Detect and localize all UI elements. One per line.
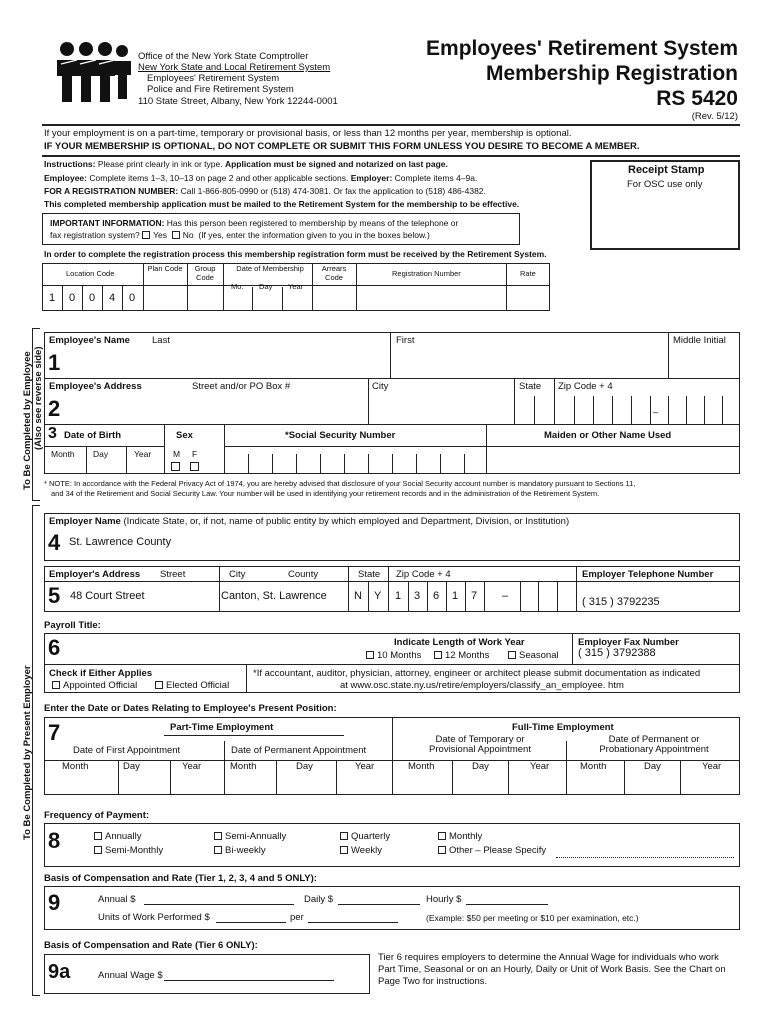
- state-char[interactable]: N: [354, 590, 362, 602]
- zip-char[interactable]: 7: [471, 590, 478, 602]
- form-number: RS 5420: [656, 87, 738, 110]
- employer-street-label: Street: [160, 569, 186, 580]
- item-number: 7: [48, 720, 61, 745]
- day-header: Day: [644, 761, 661, 772]
- last-name-label: Last: [152, 335, 170, 346]
- male-checkbox[interactable]: [171, 462, 180, 471]
- basis6-label: Basis of Compensation and Rate (Tier 6 ONLY):: [44, 940, 258, 951]
- twelve-months-option[interactable]: 12 Months: [434, 651, 489, 661]
- semi-annually-option[interactable]: Semi-Annually: [214, 832, 286, 842]
- item-number: 6: [48, 635, 61, 660]
- employer-zip-label: Zip Code + 4: [396, 569, 451, 580]
- bi-weekly-checkbox[interactable]: [214, 846, 222, 854]
- month-header: Month: [230, 761, 257, 772]
- location-digit[interactable]: 4: [109, 292, 116, 304]
- bi-weekly-option[interactable]: Bi-weekly: [214, 846, 266, 856]
- elected-checkbox[interactable]: [155, 681, 163, 689]
- month-label: Month: [51, 449, 75, 459]
- employee-name-label: Employee's Name: [49, 335, 130, 346]
- receipt-stamp-sub: For OSC use only: [627, 179, 703, 190]
- ten-months-option[interactable]: 10 Months: [366, 651, 421, 661]
- zip-label: Zip Code + 4: [558, 381, 613, 392]
- employer-phone-value[interactable]: ( 315 ) 3792235: [582, 596, 660, 608]
- intro-warning: IF YOUR MEMBERSHIP IS OPTIONAL, DO NOT COMPLETE OR SUBMIT THIS FORM UNLESS YOU DESIRE TO BECOME A MEMBER.: [44, 141, 640, 152]
- per-label: per: [290, 912, 304, 923]
- arrears-code-header: Arrears Code: [321, 264, 347, 282]
- important-info: IMPORTANT INFORMATION: Has this person been registered to membership by means of the telephone or: [50, 218, 459, 228]
- employer-phone-label: Employer Telephone Number: [582, 569, 714, 580]
- retirement-system-logo: [55, 40, 133, 106]
- yes-checkbox[interactable]: [142, 231, 150, 239]
- plan-code-header: Plan Code: [147, 264, 183, 273]
- other-option[interactable]: Other – Please Specify: [438, 846, 546, 856]
- employer-city-label: City: [229, 569, 246, 580]
- year-header: Year: [288, 282, 304, 291]
- quarterly-checkbox[interactable]: [340, 832, 348, 840]
- basis6-box: [44, 954, 370, 994]
- employer-fax-value[interactable]: ( 315 ) 3792388: [578, 647, 656, 659]
- day-header: Day: [472, 761, 489, 772]
- intro-text: If your employment is on a part-time, temporary or provisional basis, or less than 12 months per year, membership is optional.: [44, 128, 572, 139]
- month-header: Month: [62, 761, 89, 772]
- appointed-option[interactable]: Appointed Official: [52, 681, 137, 691]
- zip-dash: –: [653, 407, 659, 418]
- appointed-checkbox[interactable]: [52, 681, 60, 689]
- work-year-label: Indicate Length of Work Year: [394, 637, 525, 648]
- important-info-question: fax registration system? Yes No (If yes, enter the information given to you in the boxes below.): [50, 230, 430, 240]
- accountant-note: *If accountant, auditor, physician, attorney, engineer or architect please submit documentation as indicated: [253, 668, 701, 679]
- registration-number-header: Registration Number: [392, 269, 461, 278]
- quarterly-option[interactable]: Quarterly: [340, 832, 390, 842]
- day-header: Day: [123, 761, 140, 772]
- location-code-header: Location Code: [66, 269, 115, 278]
- temp-appt-label: Date of Temporary or Provisional Appointment: [429, 734, 531, 755]
- annual-label: Annual $: [98, 894, 136, 905]
- year-label: Year: [134, 449, 152, 459]
- employee-address-label: Employee's Address: [49, 381, 142, 392]
- employer-name-value[interactable]: St. Lawrence County: [69, 536, 172, 548]
- revision: (Rev. 5/12): [691, 111, 738, 122]
- employer-state-label: State: [358, 569, 381, 580]
- agency-line: Police and Fire Retirement System: [147, 84, 294, 95]
- first-appt-label: Date of First Appointment: [73, 745, 181, 756]
- part-time-label: Part-Time Employment: [170, 722, 274, 733]
- accountant-note: at www.osc.state.ny.us/retire/employers/classify_an_employee. htm: [340, 680, 624, 691]
- zip-char[interactable]: 1: [452, 590, 459, 602]
- zip-dash: –: [502, 590, 509, 602]
- ten-months-checkbox[interactable]: [366, 651, 374, 659]
- middle-initial-label: Middle Initial: [673, 335, 726, 346]
- group-code-header: Group Code: [194, 264, 216, 282]
- street-label: Street and/or PO Box #: [192, 381, 291, 392]
- tier6-note: Page Two for instructions.: [378, 976, 488, 987]
- tier6-note: Part Time, Seasonal or on an Hourly, Daily or Unit of Work Basis. See the Chart on: [378, 964, 726, 975]
- item-number: 8: [48, 828, 61, 853]
- semi-monthly-option[interactable]: Semi-Monthly: [94, 846, 163, 856]
- agency-line: New York State and Local Retirement System: [138, 62, 331, 73]
- basis-box: [44, 886, 740, 930]
- registration-instructions: FOR A REGISTRATION NUMBER: Call 1-866-805-0990 or (518) 474-3081. Or fax the application to (518) 486-4382.: [44, 186, 486, 196]
- employer-side-label: To Be Completed by Present Employer: [22, 665, 33, 840]
- dob-label: Date of Birth: [64, 430, 121, 441]
- location-digit[interactable]: 0: [89, 292, 96, 304]
- zip-char[interactable]: 6: [433, 590, 440, 602]
- ssn-label: *Social Security Number: [285, 430, 396, 441]
- maiden-name-label: Maiden or Other Name Used: [544, 430, 672, 441]
- location-digit[interactable]: 0: [69, 292, 76, 304]
- item-number: 5: [48, 583, 61, 608]
- mail-instructions: This completed membership application must be mailed to the Retirement System for the membership to be effective.: [44, 199, 520, 209]
- other-checkbox[interactable]: [438, 846, 446, 854]
- semi-annually-checkbox[interactable]: [214, 832, 222, 840]
- female-label: F: [192, 449, 198, 459]
- agency-line: 110 State Street, Albany, New York 12244-0001: [138, 96, 338, 107]
- item-number: 1: [48, 350, 61, 375]
- month-header: Month: [580, 761, 607, 772]
- units-label: Units of Work Performed $: [98, 912, 210, 923]
- hourly-label: Hourly $: [426, 894, 462, 905]
- agency-line: Office of the New York State Comptroller: [138, 51, 309, 62]
- employer-city-value[interactable]: Canton, St. Lawrence: [221, 590, 327, 602]
- monthly-checkbox[interactable]: [438, 832, 446, 840]
- year-header: Year: [182, 761, 202, 772]
- seasonal-option[interactable]: Seasonal: [508, 651, 559, 661]
- month-header: Month: [408, 761, 435, 772]
- full-time-label: Full-Time Employment: [512, 722, 614, 733]
- employer-address-label: Employer's Address: [49, 569, 141, 580]
- city-label: City: [372, 381, 389, 392]
- basis-label: Basis of Compensation and Rate (Tier 1, 2, 3, 4 and 5 ONLY):: [44, 873, 317, 884]
- annual-wage-label: Annual Wage $: [98, 970, 163, 981]
- privacy-note: * NOTE: In accordance with the Federal Privacy Act of 1974, you are hereby advised that disclosure of your Social Security account number is mandatory pursuant to Sections 11,: [44, 479, 636, 488]
- elected-option[interactable]: Elected Official: [155, 681, 229, 691]
- sex-label: Sex: [176, 430, 193, 441]
- day-header: Day: [259, 282, 273, 291]
- female-checkbox[interactable]: [190, 462, 199, 471]
- location-digit[interactable]: 0: [129, 292, 136, 304]
- order-text: In order to complete the registration process this membership registration form must be received by the Retirement System.: [44, 249, 547, 259]
- agency-line: Employees' Retirement System: [147, 73, 280, 84]
- perm-appt-label: Date of Permanent Appointment: [231, 745, 367, 756]
- payroll-title-label: Payroll Title:: [44, 620, 101, 631]
- check-applies-label: Check if Either Applies: [49, 668, 153, 679]
- employer-street-value[interactable]: 48 Court Street: [70, 590, 145, 602]
- prob-appt-label: Date of Permanent or Probationary Appointment: [599, 734, 709, 755]
- employee-side-sublabel: (Also see reverse side): [33, 346, 44, 450]
- item-number: 9a: [48, 961, 71, 983]
- employee-side-label: To Be Completed by Employee: [22, 351, 33, 490]
- daily-label: Daily $: [304, 894, 334, 905]
- annually-option[interactable]: Annually: [94, 832, 141, 842]
- form-title: Membership Registration: [485, 62, 738, 85]
- state-char[interactable]: Y: [374, 590, 382, 602]
- seasonal-checkbox[interactable]: [508, 651, 516, 659]
- employee-instructions: Employee: Complete items 1–3, 10–13 on page 2 and other applicable sections. Employer: Complete items 4–9a.: [44, 173, 478, 183]
- employer-fax-label: Employer Fax Number: [578, 637, 679, 648]
- item-number: 3: [48, 425, 57, 442]
- weekly-checkbox[interactable]: [340, 846, 348, 854]
- state-label: State: [519, 381, 542, 392]
- weekly-option[interactable]: Weekly: [340, 846, 382, 856]
- example-text: (Example: $50 per meeting or $10 per examination, etc.): [426, 913, 639, 923]
- year-header: Year: [530, 761, 550, 772]
- mo-header: Mo.: [231, 282, 244, 291]
- no-checkbox[interactable]: [172, 231, 180, 239]
- item-number: 4: [48, 530, 61, 555]
- male-label: M: [173, 449, 181, 459]
- instructions: Instructions: Please print clearly in ink or type. Application must be signed and notarized on last page.: [44, 159, 448, 169]
- form-title: Employees' Retirement System: [426, 37, 738, 60]
- day-label: Day: [93, 449, 109, 459]
- rate-header: Rate: [520, 269, 536, 278]
- item-number: 2: [48, 396, 61, 421]
- year-header: Year: [355, 761, 375, 772]
- year-header: Year: [702, 761, 722, 772]
- day-header: Day: [296, 761, 313, 772]
- twelve-months-checkbox[interactable]: [434, 651, 442, 659]
- zip-char[interactable]: 1: [395, 590, 402, 602]
- date-membership-header: Date of Membership: [236, 264, 304, 273]
- tier6-note: Tier 6 requires employers to determine the Annual Wage for individuals who work: [378, 952, 719, 963]
- privacy-note: and 34 of the Retirement and Social Security Law. Your number will be used in identifying your retirement records and in the administration of the Retirement System.: [51, 489, 600, 498]
- frequency-label: Frequency of Payment:: [44, 810, 150, 821]
- zip-char[interactable]: 3: [414, 590, 421, 602]
- employer-county-label: County: [288, 569, 319, 580]
- monthly-option[interactable]: Monthly: [438, 832, 482, 842]
- item-number: 9: [48, 890, 61, 915]
- dates-label: Enter the Date or Dates Relating to Employee's Present Position:: [44, 703, 337, 714]
- first-name-label: First: [396, 335, 415, 346]
- location-digit[interactable]: 1: [49, 292, 56, 304]
- semi-monthly-checkbox[interactable]: [94, 846, 102, 854]
- employer-name-label: Employer Name (Indicate State, or, if not, name of public entity by which employed and Department, Division, or Institution): [49, 516, 570, 527]
- annually-checkbox[interactable]: [94, 832, 102, 840]
- receipt-stamp-title: Receipt Stamp: [628, 164, 705, 176]
